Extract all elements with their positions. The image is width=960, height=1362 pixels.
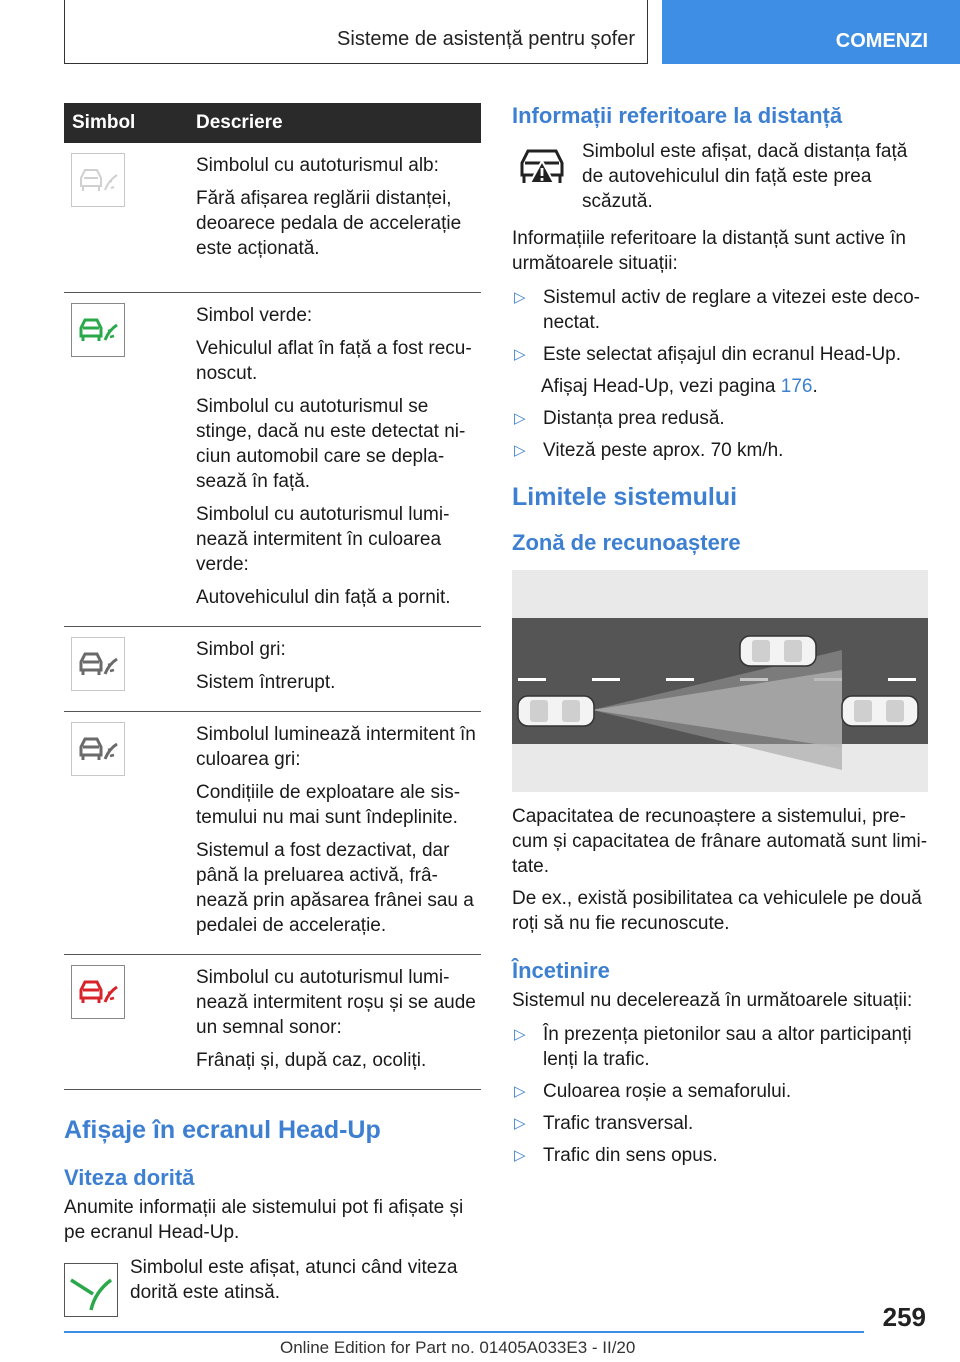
car-icon xyxy=(842,696,918,726)
desired-speed-text: Simbolul este afișat, atunci când viteza dorită este atinsă. xyxy=(130,1257,458,1303)
car-distance-gray-icon xyxy=(71,722,125,776)
row-text: Simbolul cu autoturismul se stinge, dacă nu este detectat ni-ciun automobil care se depla-sează în față. xyxy=(196,396,466,492)
right-column xyxy=(512,103,932,1175)
car-icon xyxy=(740,636,816,666)
desired-speed-heading: Viteza dorită xyxy=(64,1165,195,1190)
left-column xyxy=(64,103,481,1317)
header-frame xyxy=(64,0,648,64)
distance-warning-icon xyxy=(514,139,570,195)
row-text: Vehiculul aflat în față a fost recu-noscut. xyxy=(196,338,472,384)
page-number: 259 xyxy=(882,1302,926,1332)
list-item: ▷ Viteză peste aprox. 70 km/h. xyxy=(514,440,784,461)
row-text: Fără afișarea reglării distanței, deoarece pedala de accelerație este acționată. xyxy=(196,188,462,259)
distance-symbol-text: Simbolul este afișat, dacă distanța față de autovehiculul din față este prea scăzută. xyxy=(582,141,908,212)
table-row xyxy=(64,293,481,627)
table-row xyxy=(64,955,481,1090)
list-item: ▷ Trafic din sens opus. xyxy=(514,1145,718,1166)
list-item: ▷ Trafic transversal. xyxy=(514,1113,694,1134)
car-distance-red-icon xyxy=(71,965,125,1019)
list-item: ▷ Distanța prea redusă. xyxy=(514,408,725,429)
symbol-table xyxy=(64,103,481,1090)
recognition-text-2: De ex., există posibilitatea ca vehiculele pe două roți să nu fie recunoscute. xyxy=(512,888,922,934)
distance-info-heading: Informații referitoare la distanță xyxy=(512,103,843,128)
car-icon xyxy=(518,696,594,726)
table-row xyxy=(64,627,481,712)
distance-intro: Informațiile referitoare la distanță sunt active în următoarele situații: xyxy=(512,228,906,274)
page-link[interactable]: 176 xyxy=(780,376,813,397)
triangle-bullet-icon: ▷ xyxy=(514,410,526,427)
table-row xyxy=(64,143,481,293)
row-text: Sistem întrerupt. xyxy=(196,672,336,693)
limits-heading: Limitele sistemului xyxy=(512,483,738,511)
slowdown-heading: Încetinire xyxy=(512,958,610,983)
row-text: Simbolul cu autoturismul lumi-nează intermitent roșu și se aude un semnal sonor: xyxy=(196,967,476,1038)
hud-heading: Afișaje în ecranul Head-Up xyxy=(64,1116,381,1144)
list-item: ▷ În prezența pietonilor sau a altor participanți lenți la trafic. xyxy=(514,1024,912,1070)
list-item: ▷ Este selectat afișajul din ecranul Head-Up. xyxy=(514,344,902,365)
hud-intro: Anumite informații ale sistemului pot fi afișate și pe ecranul Head-Up. xyxy=(64,1197,464,1243)
footer-divider xyxy=(64,1331,864,1333)
section-title: Sisteme de asistență pentru șofer xyxy=(337,28,635,50)
row-text: Simbolul luminează intermitent în culoarea gri: xyxy=(196,724,476,770)
row-text: Sistemul a fost dezactivat, dar până la preluarea activă, frâ-nează prin apăsarea frânei sau a pedalei de accelerație. xyxy=(196,840,474,936)
car-distance-green-icon xyxy=(71,303,125,357)
edition-note: Online Edition for Part no. 01405A033E3 - II/20 xyxy=(280,1338,636,1357)
car-distance-gray-icon xyxy=(71,637,125,691)
table-row xyxy=(64,712,481,955)
row-text: Simbolul cu autoturismul lumi-nează intermitent în culoarea verde: xyxy=(196,504,450,575)
row-text: Simbol gri: xyxy=(196,639,286,660)
triangle-bullet-icon: ▷ xyxy=(514,1083,526,1100)
list-item: ▷ Sistemul activ de reglare a vitezei este deco-nectat. xyxy=(514,287,921,333)
col-header-symbol: Simbol xyxy=(64,103,196,143)
list-item: ▷ Culoarea roșie a semaforului. xyxy=(514,1081,792,1102)
row-text: Simbol verde: xyxy=(196,305,313,326)
recognition-text-1: Capacitatea de recunoaștere a sistemului, pre-cum și capacitatea de frânare automată sunt limi-tate. xyxy=(512,806,928,877)
car-distance-white-icon xyxy=(71,153,125,207)
row-text: Simbolul cu autoturismul alb: xyxy=(196,155,439,176)
recognition-zone-figure xyxy=(512,570,928,792)
hud-reference: Afișaj Head-Up, vezi pagina 176. xyxy=(541,376,818,397)
triangle-bullet-icon: ▷ xyxy=(514,1026,526,1043)
row-text: Autovehiculul din față a pornit. xyxy=(196,587,451,608)
col-header-description: Descriere xyxy=(196,103,481,143)
desired-speed-icon xyxy=(64,1263,118,1317)
row-text: Condițiile de exploatare ale sis-temului nu mai sunt îndeplinite. xyxy=(196,782,461,828)
row-text: Frânați și, după caz, ocoliți. xyxy=(196,1050,427,1071)
tab-comenzi[interactable]: COMENZI xyxy=(662,0,960,64)
triangle-bullet-icon: ▷ xyxy=(514,442,526,459)
slowdown-intro: Sistemul nu decelerează în următoarele situații: xyxy=(512,990,913,1011)
recognition-heading: Zonă de recunoaștere xyxy=(512,530,741,555)
triangle-bullet-icon: ▷ xyxy=(514,346,526,363)
triangle-bullet-icon: ▷ xyxy=(514,1115,526,1132)
triangle-bullet-icon: ▷ xyxy=(514,289,526,306)
triangle-bullet-icon: ▷ xyxy=(514,1147,526,1164)
